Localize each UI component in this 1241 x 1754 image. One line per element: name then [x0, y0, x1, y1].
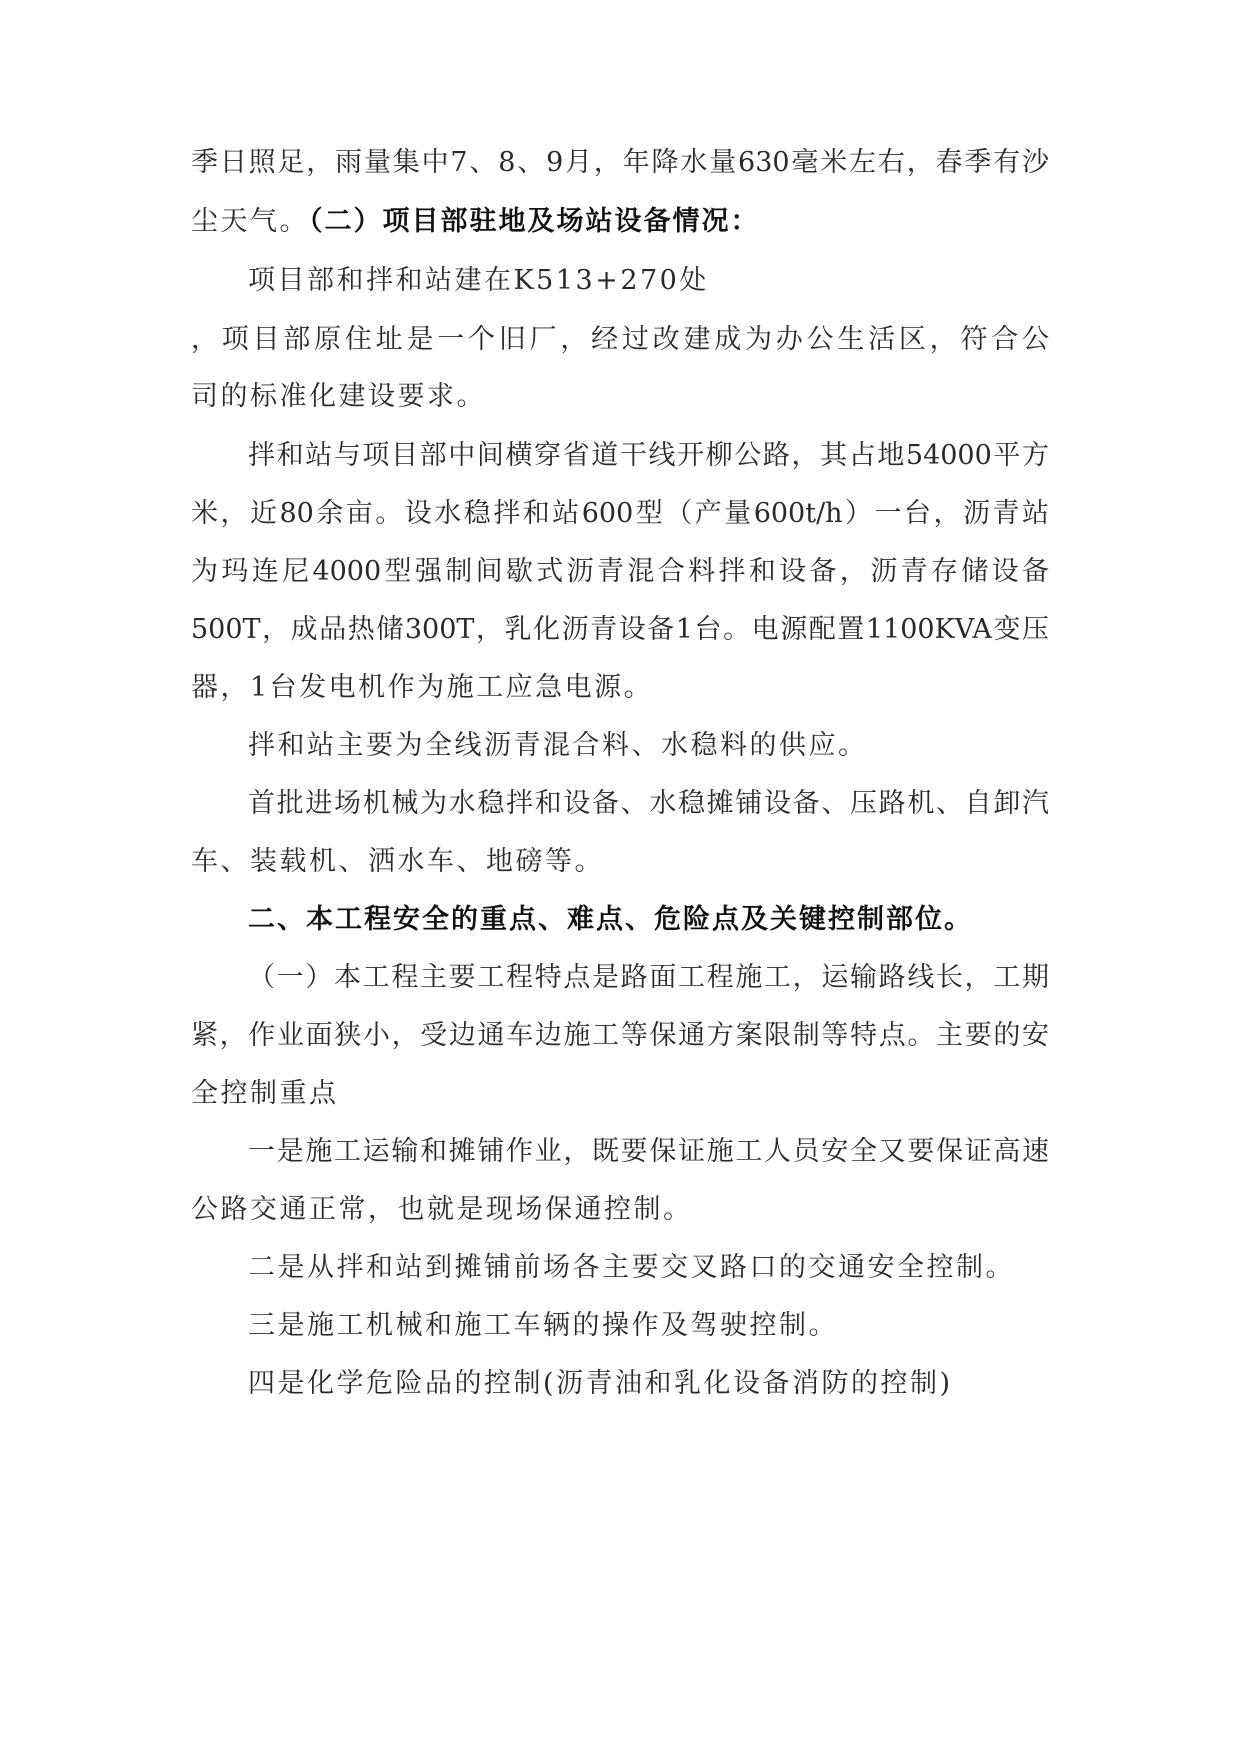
paragraph-line: 司的标准化建设要求。 — [191, 381, 486, 412]
paragraph-line: 全控制重点 — [191, 1078, 339, 1109]
paragraph-line: 三是施工机械和施工车辆的操作及驾驶控制。 — [248, 1310, 838, 1341]
paragraph-line: 500T，成品热储300T，乳化沥青设备1台。电源配置1100KVA变压 — [191, 614, 1050, 645]
paragraph-line: 为玛连尼4000型强制间歇式沥青混合料拌和设备，沥青存储设备 — [191, 556, 1049, 587]
paragraph-line: 季日照足，雨量集中7、8、9月，年降水量630毫米左右，春季有沙 — [191, 147, 1049, 178]
paragraph-line: （一）本工程主要工程特点是路面工程施工，运输路线长，工期 — [248, 962, 1049, 993]
section-heading: （二）项目部驻地及场站设备情况： — [309, 206, 760, 237]
paragraph-line: 器，1台发电机作为施工应急电源。 — [191, 672, 654, 703]
paragraph-line: 公路交通正常，也就是现场保通控制。 — [191, 1194, 693, 1225]
paragraph-line: 一是施工运输和摊铺作业，既要保证施工人员安全又要保证高速 — [248, 1136, 1049, 1167]
paragraph-line: 紧，作业面狭小，受边通车边施工等保通方案限制等特点。主要的安 — [191, 1020, 1049, 1051]
paragraph-line: ，项目部原住址是一个旧厂，经过改建成为办公生活区，符合公 — [191, 324, 1049, 355]
paragraph-text: 尘天气。 — [191, 206, 309, 237]
paragraph-line — [191, 205, 760, 239]
section-heading: 二、本工程安全的重点、难点、危险点及关键控制部位。 — [248, 904, 973, 935]
paragraph-line: 二是从拌和站到摊铺前场各主要交叉路口的交通安全控制。 — [248, 1252, 1015, 1283]
paragraph-line: 拌和站主要为全线沥青混合料、水稳料的供应。 — [248, 730, 868, 761]
paragraph-line: 拌和站与项目部中间横穿省道干线开柳公路，其占地54000平方 — [248, 440, 1049, 471]
paragraph-line: 项目部和拌和站建在K513+270处 — [248, 265, 709, 296]
paragraph-line: 米，近80余亩。设水稳拌和站600型（产量600t/h）一台，沥青站 — [191, 498, 1049, 529]
paragraph-line: 车、装载机、洒水车、地磅等。 — [191, 846, 604, 877]
paragraph-line: 首批进场机械为水稳拌和设备、水稳摊铺设备、压路机、自卸汽 — [248, 788, 1049, 819]
paragraph-line: 四是化学危险品的控制(沥青油和乳化设备消防的控制) — [248, 1368, 953, 1399]
